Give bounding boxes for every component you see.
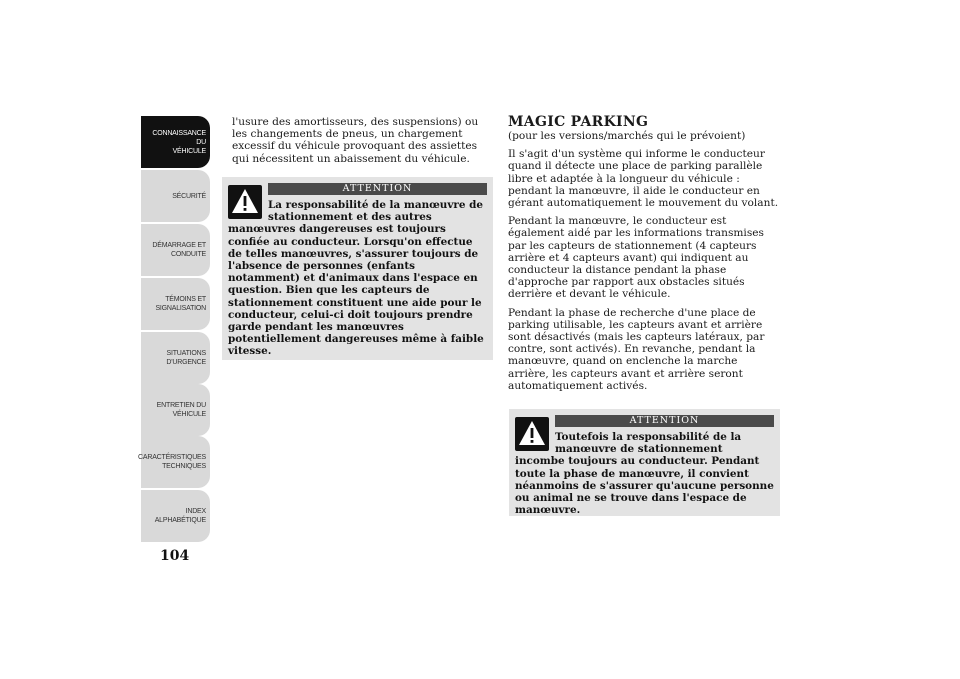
tab-connaissance-du-vehicule[interactable]: CONNAISSANCE DU VÉHICULE	[141, 116, 210, 168]
left-column	[232, 116, 494, 171]
attention-header: ATTENTION	[555, 415, 774, 427]
tab-temoins-et-signalisation[interactable]: TÉMOINS ET SIGNALISATION	[141, 278, 210, 330]
paragraph: Pendant la phase de recherche d'une place de parking utilisable, les capteurs avant et arrière sont désactivés (mais les capteurs latéraux, par contre, sont activés). En revanche, pendant la manœuvre, quand on enclenche la marche arrière, les capteurs avant et arrière seront automatiquement activés.	[508, 306, 765, 392]
tab-caracteristiques-techniques[interactable]: CARACTÉRISTIQUES TECHNIQUES	[141, 436, 210, 488]
right-column	[508, 115, 780, 398]
tab-securite[interactable]: SÉCURITÉ	[141, 170, 210, 222]
attention-text: Toutefois la responsabilité de la manœuvre de stationnement incombe toujours au conducteur. Pendant toute la phase de manœuvre, il convient néanmoins de s'assurer qu'aucune personne ou animal ne se trouve dans l'espace de manœuvre.	[515, 431, 774, 516]
warning-triangle-icon	[515, 417, 549, 451]
attention-text: La responsabilité de la manœuvre de stationnement et des autres manœuvres dangereuses est toujours confiée au conducteur. Lorsqu'on effectue de telles manœuvres, s'assurer toujours de l'absence de personnes (enfants notamment) et d'animaux dans l'espace en question. Bien que les capteurs de stationnement constituent une aide pour le conducteur, celui-ci doit toujours prendre garde pendant les manœuvres potentiellement dangereuses même à faible vitesse.	[228, 199, 487, 358]
tab-demarrage-et-conduite[interactable]: DÉMARRAGE ET CONDUITE	[141, 224, 210, 276]
warning-triangle-icon	[228, 185, 262, 219]
paragraph: Il s'agit d'un système qui informe le conducteur quand il détecte une place de parking parallèle libre et adaptée à la longueur du véhicule : pendant la manœuvre, il aide le conducteur en gérant automatiquement le mouvement du volant.	[508, 148, 779, 210]
intro-paragraph: l'usure des amortisseurs, des suspensions) ou les changements de pneus, un chargement excessif du véhicule provoquant des assiettes qui nécessitent un abaissement du véhicule.	[232, 116, 479, 165]
attention-box-right	[509, 409, 780, 516]
section-title: MAGIC PARKING	[508, 114, 649, 130]
tab-situations-durgence[interactable]: SITUATIONS D'URGENCE	[141, 332, 210, 384]
section-subtitle: (pour les versions/marchés qui le prévoient)	[508, 130, 746, 142]
paragraph: Pendant la manœuvre, le conducteur est également aidé par les informations transmises par les capteurs de stationnement (4 capteurs arrière et 4 capteurs avant) qui indiquent au conducteur la distance pendant la phase d'approche par rapport aux obstacles situés derrière et devant le véhicule.	[508, 215, 764, 301]
attention-box-left	[222, 177, 493, 360]
tab-entretien-du-vehicule[interactable]: ENTRETIEN DU VÉHICULE	[141, 384, 210, 436]
tab-index-alphabetique[interactable]: INDEX ALPHABÉTIQUE	[141, 490, 210, 542]
attention-header: ATTENTION	[268, 183, 487, 195]
page-number: 104	[160, 548, 190, 564]
